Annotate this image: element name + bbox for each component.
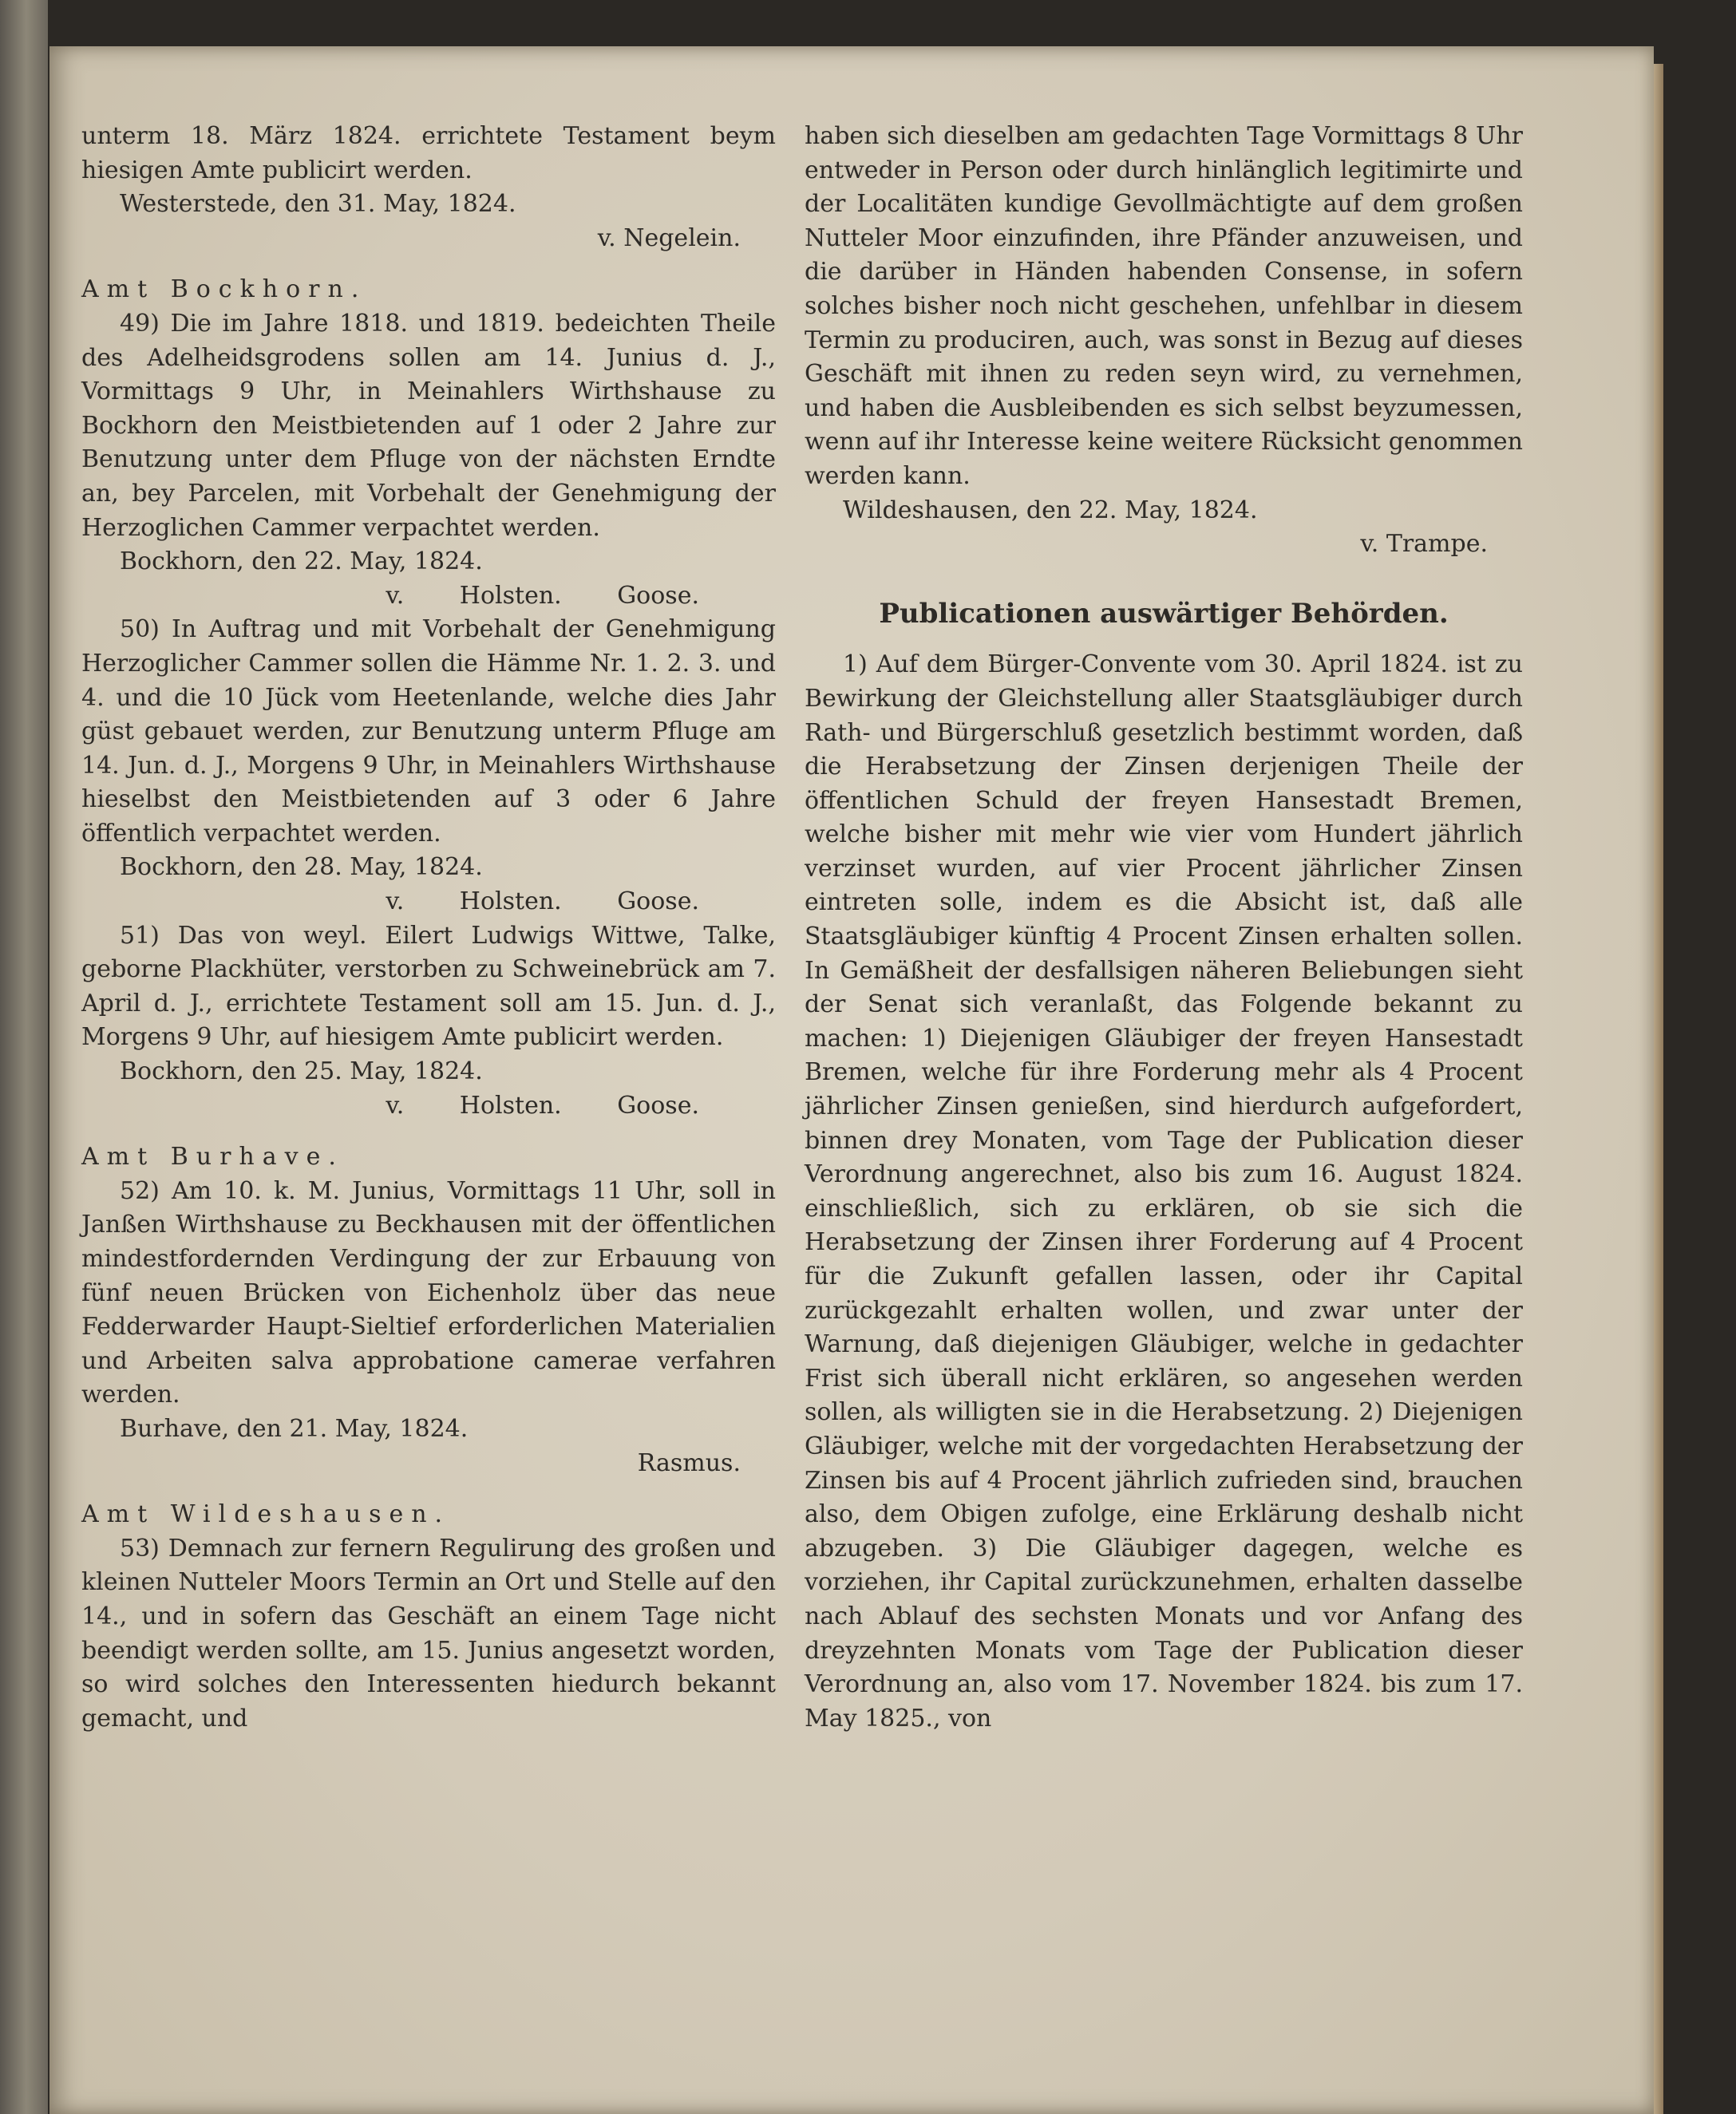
section-amt-burhave: Amt Burhave. [81,1143,344,1172]
notice-50-signature: v. Holsten. Goose. [386,887,699,916]
notice-52-signature: Rasmus. [637,1448,741,1477]
section-amt-bockhorn: Amt Bockhorn. [81,275,367,304]
notice-51-signature: v. Holsten. Goose. [386,1091,699,1120]
notice-49-place-date: Bockhorn, den 22. May, 1824. [120,547,483,576]
notice-49-signature: v. Holsten. Goose. [386,581,699,610]
notice-50: 50) In Auftrag und mit Vorbehalt der Genehmigung Herzoglicher Cammer sollen die Hämme Nr. 1. 2. 3. und 4. und die 10 Jück vom Heetenlande, welche dies Jahr güst gebauet werden, zur Benutzung unterm Pfluge am 14. Jun. d. J., Morgens 9 Uhr, in Meinahlers Wirthshause hieselbst den Meistbietenden auf 3 oder 6 Jahre öffentlich verpachtet werden. [81,615,776,848]
notice-53-signature: v. Trampe. [1360,530,1488,559]
left-column [81,120,776,1736]
notice-53-place-date: Wildeshausen, den 22. May, 1824. [843,496,1258,524]
notice-50-place-date: Bockhorn, den 28. May, 1824. [120,853,483,882]
notice-53: 53) Demnach zur fernern Regulirung des großen und kleinen Nutteler Moors Termin an Ort und Stelle auf den 14., und in sofern das Geschäft an einem Tage nicht beendigt werden sollte, am 15. Junius angesetzt worden, so wird solches den Interessenten hiedurch bekannt gemacht, und [81,1534,776,1733]
notice-51: 51) Das von weyl. Eilert Ludwigs Wittwe, Talke, geborne Plackhüter, verstorben zu Schweinebrück am 7. April d. J., errichtete Testament soll am 15. Jun. d. J., Morgens 9 Uhr, auf hiesigem Amte publicirt werden. [81,921,776,1052]
notice-51-place-date: Bockhorn, den 25. May, 1824. [120,1057,483,1086]
notice-53-continuation: haben sich dieselben am gedachten Tage Vormittags 8 Uhr entweder in Person oder durch hinlänglich legitimirte und der Localitäten kundige Gevollmächtigte auf dem großen Nutteler Moor einzufinden, ihre Pfänder anzuweisen, und die darüber in Händen habenden Consense, in sofern solches bisher noch nicht geschehen, unfehlbar in diesem Termin zu produciren, auch, was sonst in Bezug auf dieses Geschäft mit ihnen zu reden seyn wird, zu vernehmen, und haben die Ausbleibenden es sich selbst beyzumessen, wenn auf ihr Interesse keine weitere Rücksicht genommen werden kann. [805,122,1523,490]
section-heading: Publicationen auswärtiger Behörden. [879,597,1449,630]
notice-continuation: unterm 18. März 1824. errichtete Testament beym hiesigen Amte publicirt werden. [81,122,776,184]
notice-52: 52) Am 10. k. M. Junius, Vormittags 11 Uhr, soll in Janßen Wirthshause zu Beckhausen mit der öffentlichen mindestfordernden Verdingung der zur Erbauung von fünf neuen Brücken von Eichenholz über das neue Fedderwarder Haupt-Sieltief erforderlichen Materialien und Arbeiten salva approbatione camerae verfahren werden. [81,1176,776,1409]
previous-page-edge [0,0,48,2114]
notice-52-place-date: Burhave, den 21. May, 1824. [120,1414,469,1443]
right-column [805,120,1523,1736]
notice-49: 49) Die im Jahre 1818. und 1819. bedeichten Theile des Adelheidsgrodens sollen am 14. Junius d. J., Vormittags 9 Uhr, in Meinahlers Wirthshause zu Bockhorn den Meistbietenden auf 1 oder 2 Jahre zur Benutzung unter dem Pfluge von der nächsten Erndte an, bey Parcelen, mit Vorbehalt der Genehmigung der Herzoglichen Cammer verpachtet werden. [81,309,776,542]
notice-signature: v. Negelein. [597,223,741,252]
publication-1: 1) Auf dem Bürger-Convente vom 30. April 1824. ist zu Bewirkung der Gleichstellung aller Staatsgläubiger durch Rath- und Bürgerschluß gesetzlich bestimmt worden, daß die Herabsetzung der Zinsen derjenigen Theile der öffentlichen Schuld der freyen Hansestadt Bremen, welche bisher mit mehr wie vier vom Hundert jährlich verzinset wurden, auf vier Procent jährlicher Zinsen eintreten solle, indem es die Absicht ist, daß alle Staatsgläubiger künftig 4 Procent Zinsen erhalten sollen. In Gemäßheit der desfallsigen näheren Beliebungen sieht der Senat sich veranlaßt, das Folgende bekannt zu machen: 1) Diejenigen Gläubiger der freyen Hansestadt Bremen, welche für ihre Forderung mehr als 4 Procent jährlicher Zinsen genießen, sind hierdurch aufgefordert, binnen drey Monaten, vom Tage der Publication dieser Verordnung angerechnet, also bis zum 16. August 1824. einschließlich, sich zu erklären, ob sie sich die Herabsetzung der Zinsen ihrer Forderung auf 4 Procent für die Zukunft gefallen lassen, oder ihr Capital zurückgezahlt erhalten wollen, und zwar unter der Warnung, daß diejenigen Gläubiger, welche in gedachter Frist sich überall nicht erklären, so angesehen werden sollen, als willigten sie in die Herabsetzung. 2) Diejenigen Gläubiger, welche mit der vorgedachten Herabsetzung der Zinsen bis auf 4 Procent jährlich zufrieden sind, brauchen also, dem Obigen zufolge, eine Erklärung deshalb nicht abzugeben. 3) Die Gläubiger dagegen, welche es vorziehen, ihr Capital zurückzunehmen, erhalten dasselbe nach Ablauf des sechsten Monats und vor Anfang des dreyzehnten Monats vom Tage der Publication dieser Verordnung an, also vom 17. November 1824. bis zum 17. May 1825., von [805,650,1523,1733]
section-amt-wildeshausen: Amt Wildeshausen. [81,1500,451,1529]
notice-place-date: Westerstede, den 31. May, 1824. [120,190,516,219]
page-fore-edge [1654,64,1663,2114]
